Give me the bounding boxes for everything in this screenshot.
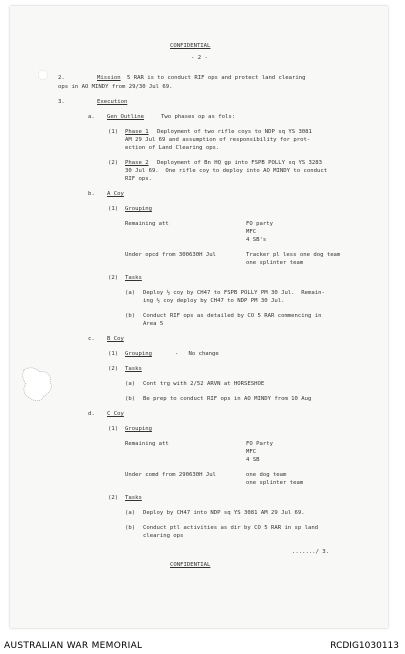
a-coy-under-item: one splinter team xyxy=(246,260,304,266)
a-coy-task-a-line2: ing ½ coy deploy by CH47 to NDP PM 30 Jul. xyxy=(143,298,285,304)
a-coy-att-item: MFC xyxy=(246,229,257,235)
a-coy-tasks-number: (2) xyxy=(108,275,119,281)
a-coy-att-item: FO party xyxy=(246,221,273,227)
a-coy-under: Under opcd from 300630H Jul xyxy=(125,252,216,258)
c-coy-task-a-line1: Deploy by CH47 into NDP sq YS 3081 AM 29 Jul 69. xyxy=(143,510,305,516)
sub-b-heading: A Coy xyxy=(107,191,124,197)
a-coy-remaining-att: Remaining att xyxy=(125,221,169,227)
phase-1-line1: Deployment of two rifle coys to NDP sq YS 3081 xyxy=(157,129,312,135)
b-coy-task-b-line1: Be prep to conduct RIF ops in AO MINDY from 10 Aug xyxy=(143,396,312,402)
phase-2-line1: Deployment of Bn HQ gp into FSPB POLLY sq YS 3283 xyxy=(157,160,323,166)
a-coy-grouping-heading: Grouping xyxy=(125,206,152,212)
c-coy-task-b-line2: clearing ops xyxy=(143,533,184,539)
c-coy-under-item: one splinter team xyxy=(246,480,304,486)
b-coy-grouping-value: - No change xyxy=(175,351,219,357)
sub-a-intro: Two phases op as fols: xyxy=(161,114,236,120)
a-coy-task-b-line2: Area 5 xyxy=(143,321,164,327)
sub-d-label: d. xyxy=(88,411,95,417)
c-coy-grouping-number: (1) xyxy=(108,426,119,432)
para-2-heading: Mission xyxy=(97,75,121,81)
sub-c-heading: B Coy xyxy=(107,336,124,342)
c-coy-tasks-number: (2) xyxy=(108,495,119,501)
punch-hole xyxy=(38,70,48,80)
c-coy-under-item: one dog team xyxy=(246,472,287,478)
phase-1-label: Phase 1 xyxy=(125,129,149,135)
torn-edge-mark xyxy=(22,364,56,404)
para-2-number: 2. xyxy=(58,75,65,81)
page-marker: - 2 - xyxy=(191,55,208,61)
phase-1-line2: AM 29 Jul 69 and assumption of responsibility for prot- xyxy=(125,137,311,143)
phase-2-line3: RIF ops. xyxy=(125,176,152,182)
c-coy-att-item: FO Party xyxy=(246,441,273,447)
a-coy-att-item: 4 SB's xyxy=(246,237,267,243)
b-coy-task-b-label: (b) xyxy=(125,396,136,402)
footer-classification: CONFIDENTIAL xyxy=(170,562,211,568)
c-coy-tasks-heading: Tasks xyxy=(125,495,142,501)
para-2-line1: 5 RAR is to conduct RIF ops and protect land clearing xyxy=(127,75,306,81)
sub-a-heading: Gen Outline xyxy=(107,114,145,120)
c-coy-task-b-line1: Conduct ptl activities as dir by CO 5 RAR in sp land xyxy=(143,525,319,531)
archive-footer xyxy=(0,634,405,654)
phase-2-line2: 30 Jul 69. One rifle coy to deploy into AO MINDY to conduct xyxy=(125,168,328,174)
phase-1-number: (1) xyxy=(108,129,119,135)
c-coy-task-a-label: (a) xyxy=(125,510,136,516)
sub-d-heading: C Coy xyxy=(107,411,124,417)
archive-name: AUSTRALIAN WAR MEMORIAL xyxy=(4,641,143,651)
b-coy-grouping-number: (1) xyxy=(108,351,119,357)
para-3-number: 3. xyxy=(58,99,65,105)
b-coy-task-a-line1: Cont trg with 2/52 ARVN at HORSESHOE xyxy=(143,381,265,387)
b-coy-tasks-heading: Tasks xyxy=(125,366,142,372)
continuation-marker: ......./ 3. xyxy=(292,549,330,555)
c-coy-remaining-att: Remaining att xyxy=(125,441,169,447)
a-coy-task-b-line1: Conduct RIF ops as detailed by CO 5 RAR commencing in xyxy=(143,313,322,319)
c-coy-under: Under comd from 290630H Jul xyxy=(125,472,216,478)
header-classification: CONFIDENTIAL xyxy=(170,43,211,49)
a-coy-tasks-heading: Tasks xyxy=(125,275,142,281)
sub-a-label: a. xyxy=(88,114,95,120)
para-2-line2: ops in AO MINDY from 29/30 Jul 69. xyxy=(58,84,173,90)
phase-2-label: Phase 2 xyxy=(125,160,149,166)
document-page xyxy=(10,6,388,628)
b-coy-tasks-number: (2) xyxy=(108,366,119,372)
a-coy-grouping-number: (1) xyxy=(108,206,119,212)
a-coy-task-a-line1: Deploy ½ coy by CH47 to FSPB POLLY PM 30 Jul. Remain- xyxy=(143,290,325,296)
archive-reference: RCDIG1030113 xyxy=(330,641,399,651)
sub-c-label: c. xyxy=(88,336,95,342)
phase-2-number: (2) xyxy=(108,160,119,166)
c-coy-att-item: MFC xyxy=(246,449,257,455)
b-coy-task-a-label: (a) xyxy=(125,381,136,387)
c-coy-att-item: 4 SB xyxy=(246,457,260,463)
phase-1-line3: ection of Land Clearing ops. xyxy=(125,145,220,151)
b-coy-grouping-heading: Grouping xyxy=(125,351,152,357)
a-coy-task-a-label: (a) xyxy=(125,290,136,296)
a-coy-task-b-label: (b) xyxy=(125,313,136,319)
sub-b-label: b. xyxy=(88,191,95,197)
c-coy-task-b-label: (b) xyxy=(125,525,136,531)
para-3-heading: Execution xyxy=(97,99,128,105)
c-coy-grouping-heading: Grouping xyxy=(125,426,152,432)
a-coy-under-item: Tracker pl less one dog team xyxy=(246,252,341,258)
